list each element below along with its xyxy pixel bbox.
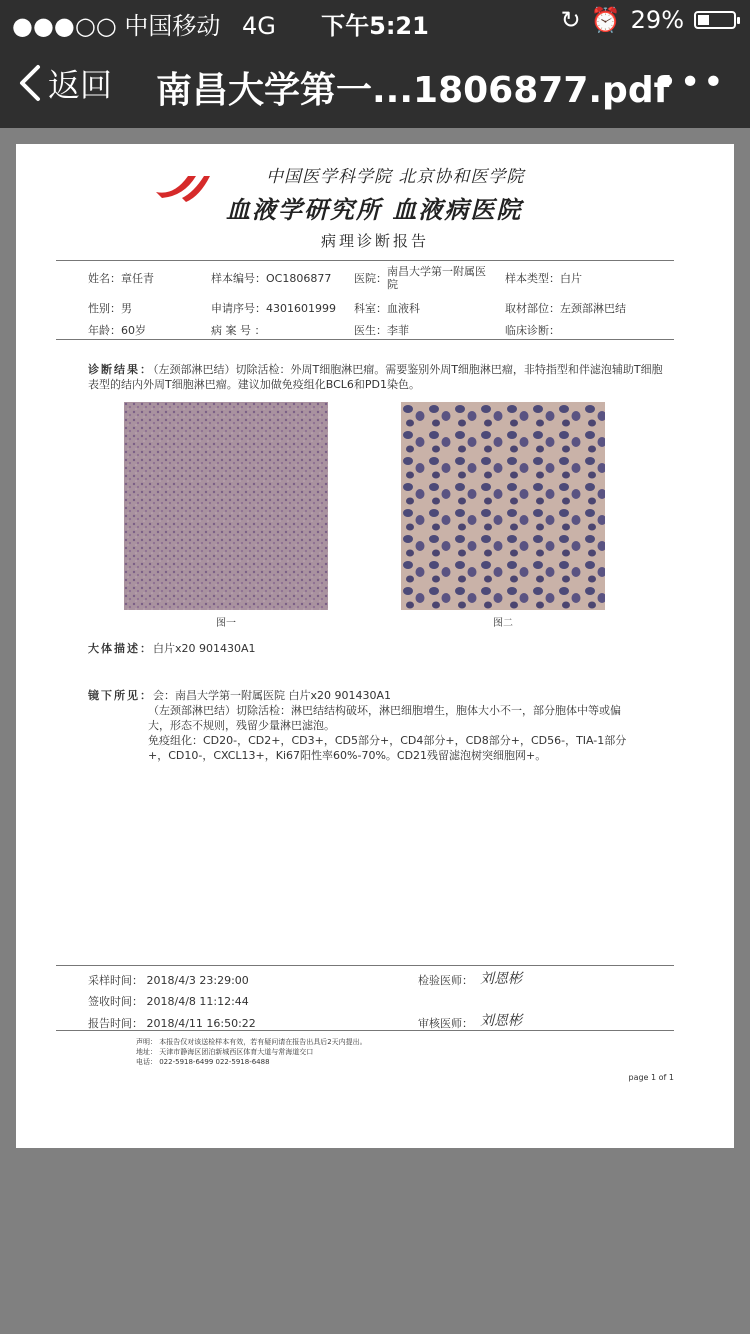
department: 科室：血液科 bbox=[354, 302, 420, 315]
microscopic-findings bbox=[88, 688, 668, 763]
disclaimer: 声明： 本报告仅对该送检样本有效，若有疑问请在报告出具后2天内提出。 bbox=[136, 1038, 367, 1046]
back-button[interactable] bbox=[18, 60, 112, 106]
patient-age: 年龄：60岁 bbox=[88, 324, 146, 337]
status-bar bbox=[0, 0, 750, 40]
page-number: page 1 of 1 bbox=[628, 1073, 674, 1082]
case-number: 病 案 号 ： bbox=[211, 324, 266, 337]
institute-name-2: 血液学研究所 血液病医院 bbox=[226, 195, 523, 224]
sample-type: 样本类型：白片 bbox=[505, 272, 582, 285]
hospital-label: 医院： bbox=[354, 272, 387, 285]
diagnosis-label: 诊断结果： bbox=[88, 363, 153, 376]
report-time: 报告时间： 2018/4/11 16:50:22 bbox=[88, 1017, 256, 1030]
sample-time: 采样时间： 2018/4/3 23:29:00 bbox=[88, 974, 249, 987]
status-right bbox=[561, 6, 736, 34]
pathology-report bbox=[16, 144, 734, 1148]
application-number: 申请序号：4301601999 bbox=[211, 302, 336, 315]
sample-number: 样本编号：OC1806877 bbox=[211, 272, 332, 285]
phone: 电话： 022-5918-6499 022-5918-6488 bbox=[136, 1058, 270, 1066]
microscopic-line-2: （左颈部淋巴结）切除活检：淋巴结结构破坏，淋巴细胞增生，胞体大小不一，部分胞体中等或偏大，形态不规则，残留少量淋巴滤泡。 bbox=[148, 704, 621, 732]
divider bbox=[56, 260, 674, 261]
divider bbox=[56, 339, 674, 340]
alarm-icon: ⏰ bbox=[590, 6, 621, 34]
more-options-button[interactable]: ••• bbox=[656, 62, 726, 103]
gross-text: 白片x20 901430A1 bbox=[153, 642, 256, 655]
doctor: 医生：李菲 bbox=[354, 324, 409, 337]
clock: 下午5:21 bbox=[321, 12, 429, 40]
sampling-site: 取材部位：左颈部淋巴结 bbox=[505, 302, 626, 315]
immunohistochemistry: 免疫组化：CD20-，CD2+，CD3+，CD5部分+，CD4部分+，CD8部分+，CD56-，TIA-1部分+，CD10-，CXCL13+，Ki67阳性率60%-70%。CD21残留滤泡树突细胞网+。 bbox=[148, 734, 627, 762]
back-label: 返回 bbox=[48, 66, 113, 104]
figure-1-caption: 图一 bbox=[216, 618, 236, 629]
hospital-logo-icon bbox=[154, 172, 210, 204]
gross-label: 大体描述： bbox=[88, 642, 153, 655]
report-title: 病理诊断报告 bbox=[320, 232, 429, 250]
pdf-page[interactable] bbox=[16, 144, 734, 1148]
hospital-value: 南昌大学第一附属医院 bbox=[387, 265, 486, 291]
inspector-label: 检验医师： bbox=[418, 974, 473, 987]
histology-image-low-power bbox=[124, 402, 328, 610]
microscopic-line-1: 会：南昌大学第一附属医院 白片x20 901430A1 bbox=[153, 689, 392, 702]
signal-strength: ●●●○○ bbox=[12, 12, 117, 40]
divider bbox=[56, 1030, 674, 1031]
microscopic-label: 镜下所见： bbox=[88, 689, 153, 702]
clinical-diagnosis: 临床诊断： bbox=[505, 324, 560, 337]
rotation-lock-icon: ↻ bbox=[560, 6, 581, 34]
reviewer-label: 审核医师： bbox=[418, 1017, 473, 1030]
diagnosis-section bbox=[88, 362, 668, 392]
gross-description bbox=[88, 641, 668, 656]
network-type: 4G bbox=[242, 12, 276, 40]
carrier-name: 中国移动 bbox=[124, 12, 221, 40]
divider bbox=[56, 965, 674, 966]
patient-name: 姓名：章任青 bbox=[88, 272, 154, 285]
reviewer-signature: 刘恩彬 bbox=[480, 1013, 522, 1029]
document-title: 南昌大学第一...1806877.pdf bbox=[156, 70, 670, 111]
inspector-signature: 刘恩彬 bbox=[480, 971, 522, 987]
receive-time: 签收时间： 2018/4/8 11:12:44 bbox=[88, 995, 249, 1008]
patient-sex: 性别：男 bbox=[88, 302, 132, 315]
histology-image-high-power bbox=[401, 402, 605, 610]
figure-2-caption: 图二 bbox=[493, 618, 513, 629]
battery-percent: 29% bbox=[630, 6, 684, 34]
institute-name-1: 中国医学科学院 北京协和医学院 bbox=[266, 167, 525, 187]
chevron-left-icon bbox=[18, 63, 42, 103]
navigation-bar bbox=[0, 40, 750, 128]
diagnosis-text: （左颈部淋巴结）切除活检：外周T细胞淋巴瘤。需要鉴别外周T细胞淋巴瘤，非特指型和伴滤泡辅助T细胞表型的结内外周T细胞淋巴瘤。建议加做免疫组化BCL6和PD1染色。 bbox=[88, 363, 663, 391]
address: 地址： 天津市静海区团泊新城西区体育大道与常海道交口 bbox=[136, 1048, 314, 1056]
battery-icon bbox=[694, 11, 736, 29]
